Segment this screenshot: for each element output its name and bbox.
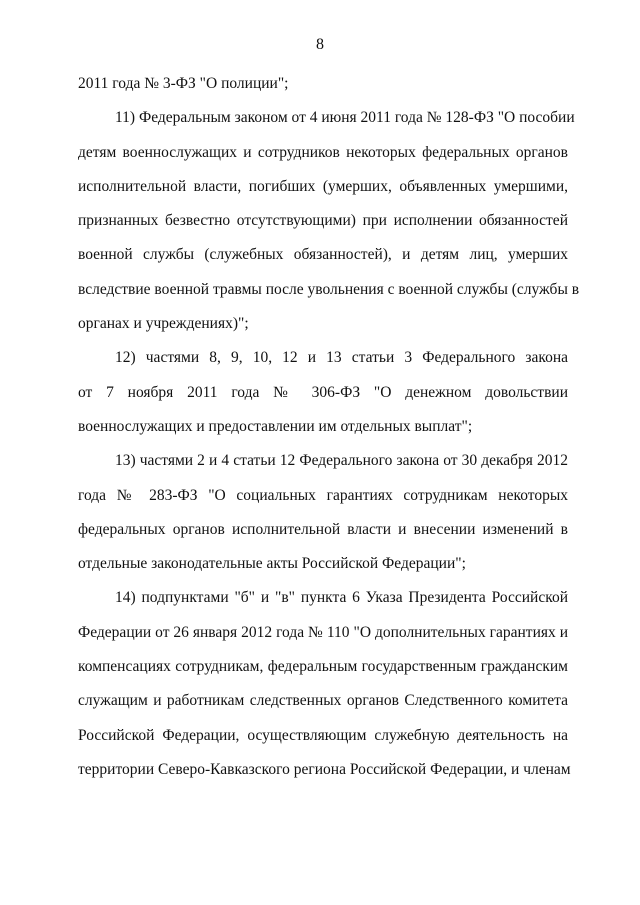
text-line: 11) Федеральным законом от 4 июня 2011 года № 128-ФЗ "О пособии [115,109,575,127]
text-line: Российской Федерации, осуществляющим служебную деятельность на [78,726,568,744]
text-line: военнослужащих и предоставлении им отдельных выплат"; [78,417,473,435]
text-line: органах и учреждениях)"; [78,315,249,333]
text-line: служащим и работникам следственных органов Следственного комитета [78,692,568,710]
text-line: компенсациях сотрудникам, федеральным государственным гражданским [78,658,568,676]
text-line: 2011 года № 3-ФЗ "О полиции"; [78,75,289,92]
text-line: от 7 ноября 2011 года № 306-ФЗ "О денежном довольствии [78,383,568,401]
text-line: детям военнослужащих и сотрудников некоторых федеральных органов [78,143,568,161]
text-line: признанных безвестно отсутствующими) при исполнении обязанностей [78,212,568,230]
text-line: военной службы (служебных обязанностей), и детям лиц, умерших [78,246,568,264]
text-line: 12) частями 8, 9, 10, 12 и 13 статьи 3 Федерального закона [115,349,568,367]
text-line: вследствие военной травмы после увольнения с военной службы (службы в [78,280,580,298]
text-line: территории Северо-Кавказского региона Российской Федерации, и членам [78,760,571,778]
text-line: федеральных органов исполнительной власти и внесении изменений в [78,520,568,538]
page-number: 8 [316,36,324,53]
text-line: года № 283-ФЗ "О социальных гарантиях сотрудникам некоторых [78,486,568,504]
text-line: исполнительной власти, погибших (умерших, объявленных умершими, [78,177,568,195]
document-body [78,74,580,794]
text-line: 13) частями 2 и 4 статьи 12 Федерального закона от 30 декабря 2012 [115,452,568,470]
text-line: 14) подпунктами "б" и "в" пункта 6 Указа Президента Российской [115,589,568,607]
text-line: отдельные законодательные акты Российской Федерации"; [78,555,466,573]
text-line: Федерации от 26 января 2012 года № 110 "О дополнительных гарантиях и [78,623,568,641]
